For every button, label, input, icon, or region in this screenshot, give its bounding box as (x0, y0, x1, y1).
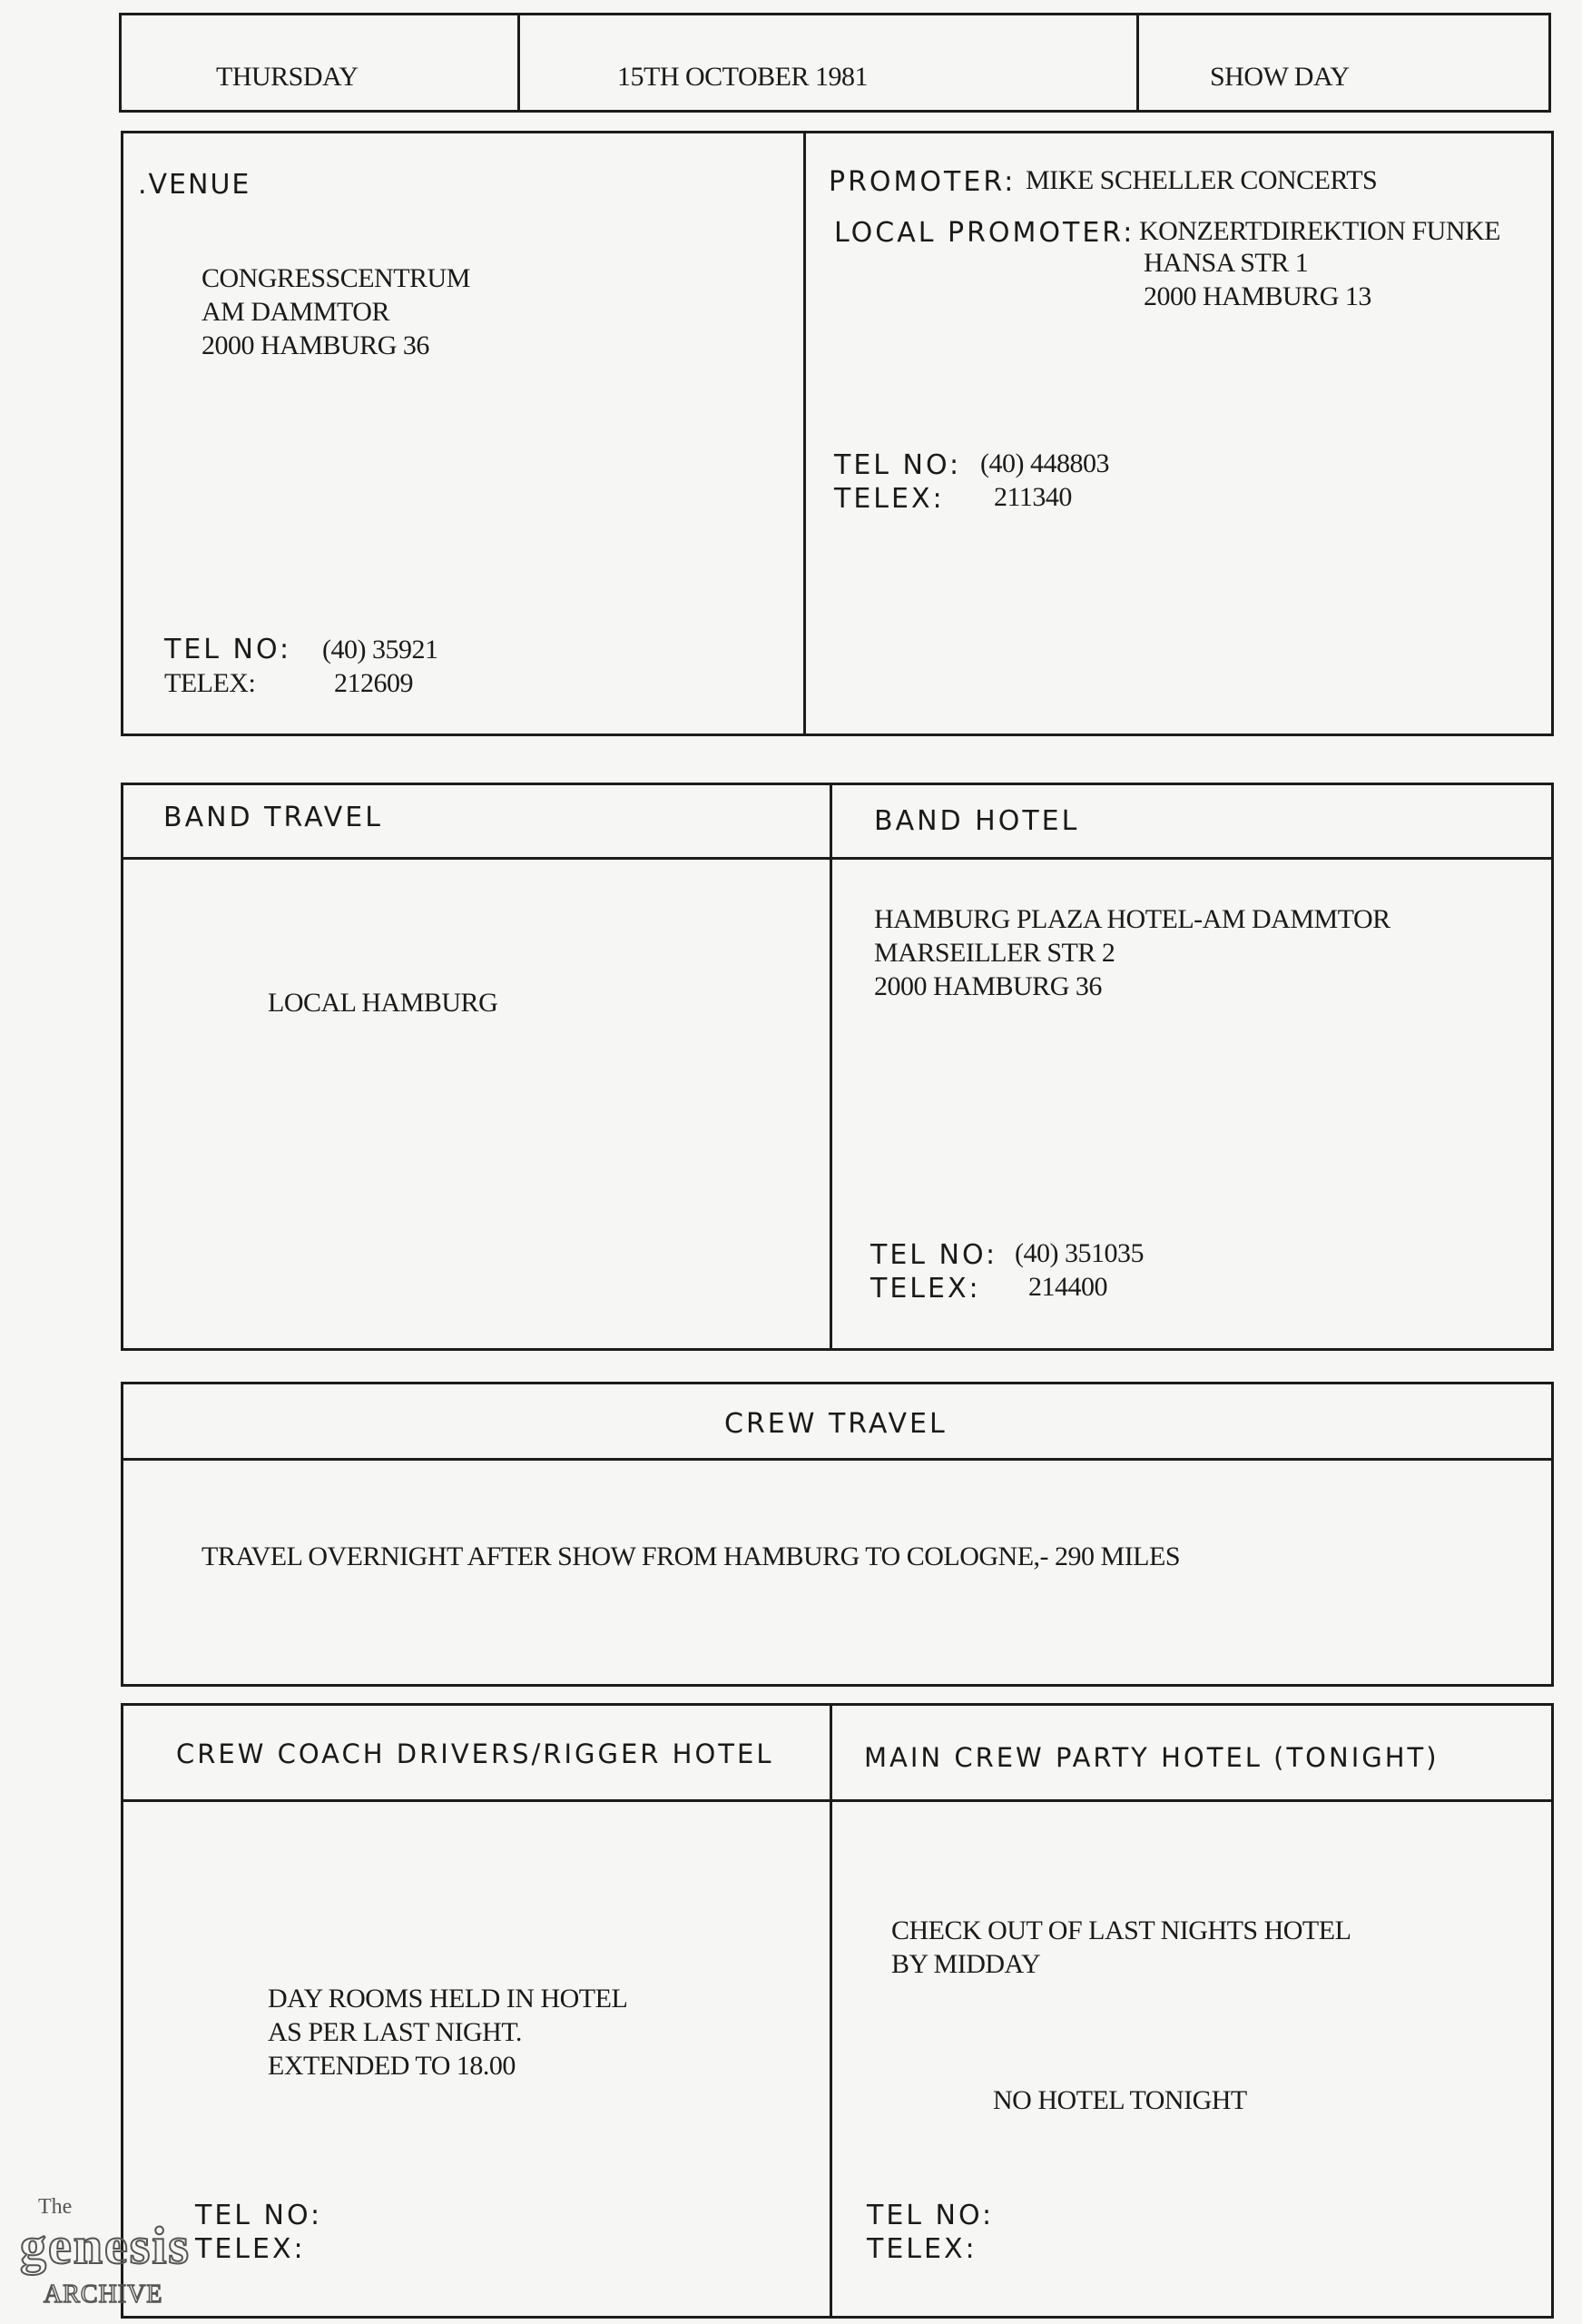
band-header-line (121, 857, 1554, 860)
local-promoter-line-1: KONZERTDIREKTION FUNKE (1139, 216, 1500, 246)
main-crew-tel-label: TEL NO: (867, 2200, 995, 2231)
band-hotel-telex-label: TELEX: (870, 1273, 981, 1305)
crew-travel-label: CREW TRAVEL (724, 1408, 948, 1440)
band-box (121, 783, 1554, 1351)
main-crew-line-2: BY MIDDAY (891, 1949, 1041, 1979)
band-hotel-tel-label: TEL NO: (870, 1239, 998, 1271)
crew-coach-line-1: DAY ROOMS HELD IN HOTEL (268, 1984, 628, 2014)
venue-telex-label: TELEX: (164, 668, 256, 698)
main-crew-telex-label: TELEX: (867, 2233, 978, 2265)
venue-promoter-divider (803, 131, 806, 736)
band-travel-label: BAND TRAVEL (163, 802, 383, 833)
band-hotel-line-3: 2000 HAMBURG 36 (874, 971, 1102, 1001)
venue-address-line-1: CONGRESSCENTRUM (201, 263, 470, 293)
main-crew-line-1: CHECK OUT OF LAST NIGHTS HOTEL (891, 1915, 1351, 1945)
crew-travel-header-line (121, 1458, 1554, 1461)
band-divider (830, 783, 832, 1351)
crew-travel-text: TRAVEL OVERNIGHT AFTER SHOW FROM HAMBURG TO COLOGNE,- 290 MILES (201, 1541, 1181, 1571)
venue-tel: (40) 35921 (322, 635, 438, 665)
header-divider-2 (1136, 13, 1139, 113)
promoter-telex: 211340 (994, 482, 1072, 512)
promoter-telex-label: TELEX: (834, 483, 945, 515)
venue-address-line-2: AM DAMMTOR (201, 297, 389, 327)
logo-archive: ARCHIVE (44, 2280, 163, 2309)
logo-the: The (38, 2195, 73, 2219)
promoter-label: PROMOTER: (829, 166, 1017, 198)
main-crew-label: MAIN CREW PARTY HOTEL (TONIGHT) (864, 1742, 1440, 1773)
venue-telex: 212609 (334, 668, 413, 698)
local-promoter-line-2: HANSA STR 1 (1144, 248, 1309, 278)
band-hotel-line-2: MARSEILLER STR 2 (874, 938, 1115, 968)
promoter-tel-label: TEL NO: (834, 449, 962, 481)
crew-hotels-divider (830, 1703, 832, 2319)
venue-label: .VENUE (138, 169, 251, 201)
logo-mark: genesis (20, 2216, 191, 2275)
local-promoter-line-3: 2000 HAMBURG 13 (1144, 281, 1371, 311)
promoter-tel: (40) 448803 (980, 448, 1109, 478)
header-show-day: SHOW DAY (1210, 62, 1350, 92)
band-hotel-label: BAND HOTEL (874, 805, 1080, 837)
local-promoter-label: LOCAL PROMOTER: (834, 217, 1135, 249)
crew-coach-telex-label: TELEX: (195, 2233, 306, 2265)
band-hotel-line-1: HAMBURG PLAZA HOTEL-AM DAMMTOR (874, 904, 1390, 934)
header-date: 15TH OCTOBER 1981 (617, 62, 868, 92)
crew-coach-label: CREW COACH DRIVERS/RIGGER HOTEL (176, 1738, 774, 1769)
crew-coach-tel-label: TEL NO: (195, 2200, 323, 2231)
venue-address-line-3: 2000 HAMBURG 36 (201, 330, 429, 360)
band-travel-text: LOCAL HAMBURG (268, 988, 498, 1018)
crew-coach-line-3: EXTENDED TO 18.00 (268, 2051, 516, 2081)
venue-tel-label: TEL NO: (164, 634, 292, 665)
crew-coach-line-2: AS PER LAST NIGHT. (268, 2017, 522, 2047)
band-hotel-telex: 214400 (1028, 1272, 1107, 1302)
promoter-name: MIKE SCHELLER CONCERTS (1026, 165, 1378, 195)
header-day: THURSDAY (216, 62, 359, 92)
header-divider-1 (517, 13, 520, 113)
crew-hotels-header-line (121, 1799, 1554, 1802)
archive-logo (20, 2195, 201, 2313)
band-hotel-tel: (40) 351035 (1015, 1238, 1144, 1268)
main-crew-note: NO HOTEL TONIGHT (993, 2085, 1247, 2115)
